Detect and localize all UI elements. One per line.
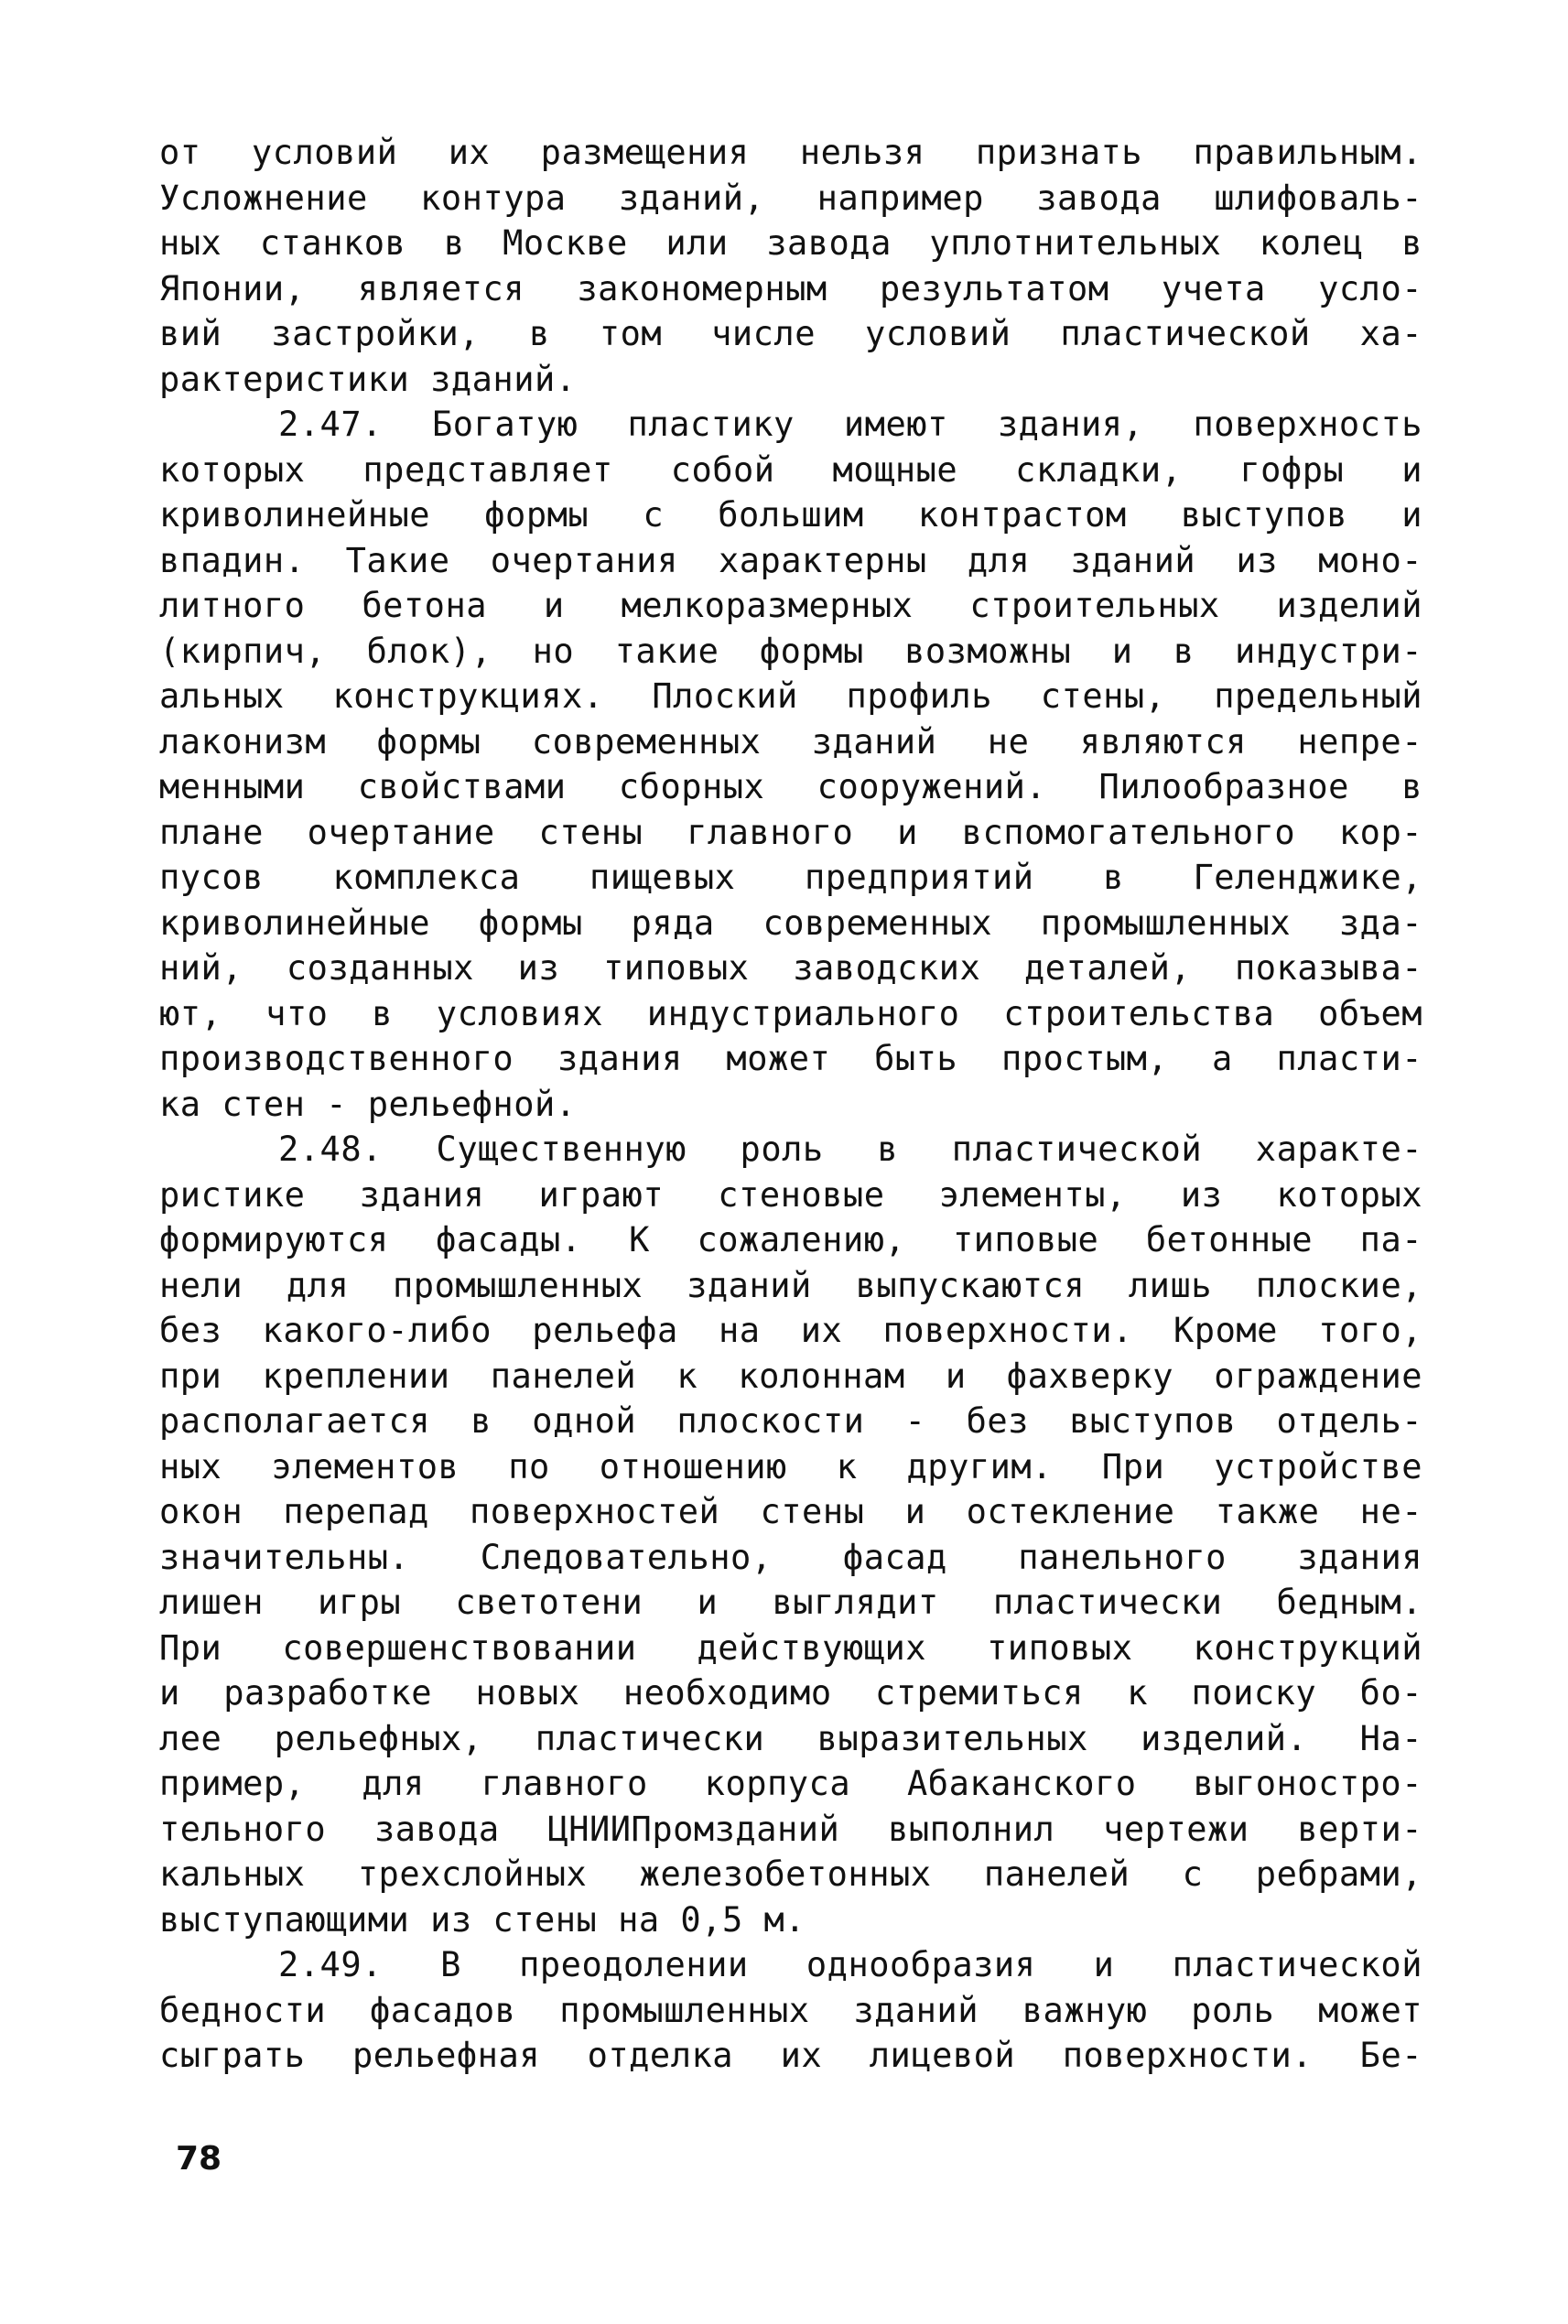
text-line: ний, созданных из типовых заводских деталей, показыва- (159, 948, 1422, 988)
text-line: ка стен - рельефной. (159, 1084, 577, 1124)
paragraph (159, 1942, 1422, 2079)
text-line: от условий их размещения нельзя признать правильным. (159, 133, 1422, 172)
text-line: Усложнение контура зданий, например завода шлифоваль- (159, 178, 1422, 218)
page-number: 78 (176, 2140, 222, 2178)
text-line: менными свойствами сборных сооружений. Пилообразное в (159, 767, 1422, 806)
text-line: тельного завода ЦНИИПромзданий выполнил чертежи верти- (159, 1809, 1422, 1849)
text-line: вий застройки, в том числе условий пластической ха- (159, 314, 1422, 353)
text-line: без какого-либо рельефа на их поверхности. Кроме того, (159, 1311, 1422, 1350)
text-line: рактеристики зданий. (159, 359, 577, 399)
text-line: 2.47. Богатую пластику имеют здания, поверхность (278, 405, 1422, 444)
text-line: бедности фасадов промышленных зданий важную роль может (159, 1990, 1422, 2030)
text-line: пусов комплекса пищевых предприятий в Геленджике, (159, 858, 1422, 897)
paragraph (159, 130, 1422, 402)
text-line: пример, для главного корпуса Абаканского выгоностро- (159, 1764, 1422, 1803)
text-line: впадин. Такие очертания характерны для зданий из моно- (159, 540, 1422, 580)
text-line: лаконизм формы современных зданий не являются непре- (159, 721, 1422, 762)
text-line: и разработке новых необходимо стремиться к поиску бо- (159, 1673, 1422, 1713)
text-line: ных станков в Москве или завода уплотнительных колец в (159, 223, 1422, 263)
text-line: производственного здания может быть простым, а пласти- (159, 1039, 1422, 1078)
text-line: ют, что в условиях индустриального строительства объем (159, 993, 1422, 1033)
paragraph (159, 402, 1422, 1127)
text-line: (кирпич, блок), но такие формы возможны и в индустри- (159, 631, 1422, 671)
text-line: нели для промышленных зданий выпускаются лишь плоские, (159, 1265, 1422, 1305)
text-line: ных элементов по отношению к другим. При устройстве (159, 1446, 1422, 1486)
text-line: При совершенствовании действующих типовых конструкций (159, 1627, 1422, 1668)
text-line: при креплении панелей к колоннам и фахверку ограждение (159, 1356, 1422, 1396)
text-line: значительны. Следовательно, фасад панельного здания (159, 1537, 1422, 1577)
text-line: выступающими из стены на 0,5 м. (159, 1899, 806, 1940)
text-line: располагается в одной плоскости - без выступов отдель- (159, 1401, 1422, 1441)
text-line: Японии, является закономерным результатом учета усло- (159, 268, 1422, 308)
paragraph (159, 1127, 1422, 1942)
text-line: криволинейные формы с большим контрастом выступов и (159, 495, 1422, 535)
text-line: лишен игры светотени и выглядит пластически бедным. (159, 1583, 1422, 1622)
text-line: кальных трехслойных железобетонных панелей с ребрами, (159, 1854, 1422, 1894)
text-line: ристике здания играют стеновые элементы, из которых (159, 1174, 1422, 1215)
text-line: 2.49. В преодолении однообразия и пластической (278, 1945, 1422, 1984)
text-line: сыграть рельефная отделка их лицевой поверхности. Бе- (159, 2036, 1422, 2075)
text-line: 2.48. Существенную роль в пластической характе- (278, 1130, 1422, 1169)
page-body (159, 130, 1422, 2079)
text-line: которых представляет собой мощные складки, гофры и (159, 449, 1422, 490)
text-line: криволинейные формы ряда современных промышленных зда- (159, 903, 1422, 943)
text-line: формируются фасады. К сожалению, типовые бетонные па- (159, 1220, 1422, 1259)
text-line: лее рельефных, пластически выразительных изделий. На- (159, 1718, 1422, 1758)
text-line: окон перепад поверхностей стены и остекление также не- (159, 1492, 1422, 1531)
text-line: альных конструкциях. Плоский профиль стены, предельный (159, 676, 1422, 716)
text-line: литного бетона и мелкоразмерных строительных изделий (159, 586, 1422, 625)
text-line: плане очертание стены главного и вспомогательного кор- (159, 812, 1422, 852)
